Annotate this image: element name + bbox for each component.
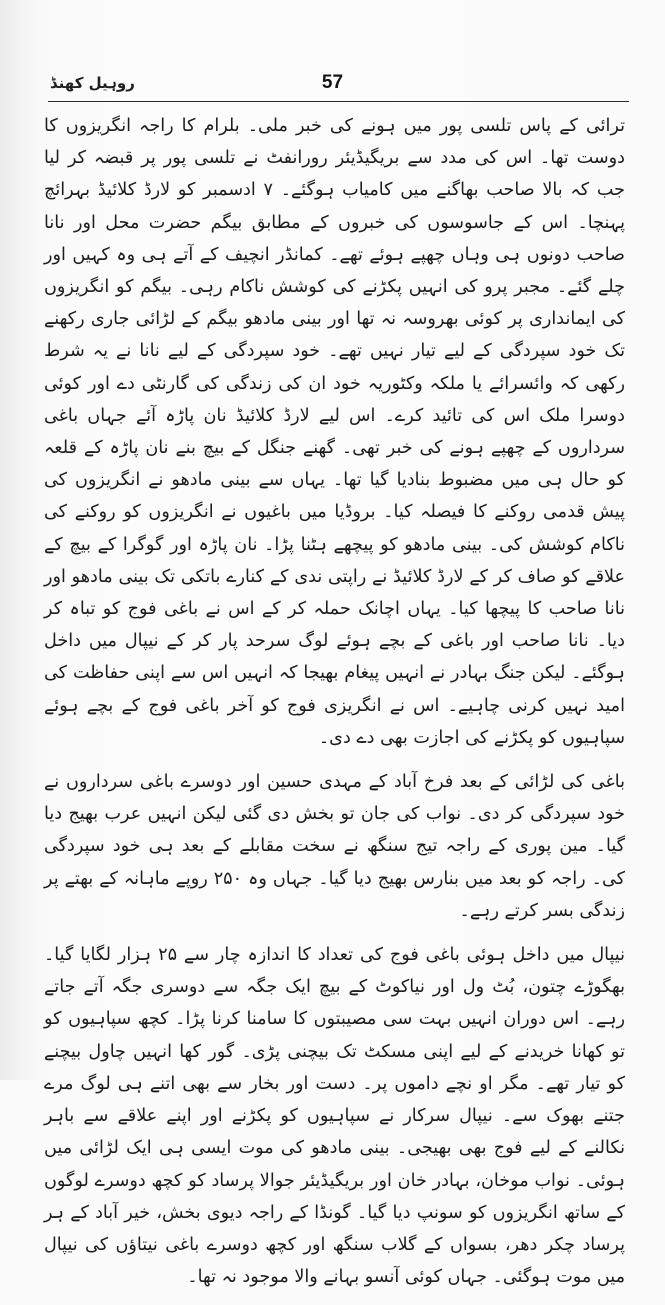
paragraph-2: باغی کی لڑائی کے بعد فرخ آباد کے مہدی حسین اور دوسرے باغی سرداروں نے خود سپردگی کر دی۔ نواب کی جان تو بخش دی گئی لیکن انہیں عرب بھیج دیا گیا۔ مین پوری کے راجہ تیج سنگھ نے سخت مقابلے کے بعد ہی خود سپردگی کی۔ راجہ کو بعد میں بنارس بھیج دیا گیا۔ جہاں وہ ۲۵۰ روپے ماہانہ کے بھتے پر زندگی بسر کرتے رہے۔ [44,772,626,921]
header-rule [48,101,629,102]
paragraph-1: ترائی کے پاس تلسی پور میں ہونے کی خبر ملی۔ بلرام کا راجہ انگریزوں کا دوست تھا۔ اس کی مدد سے بریگیڈیئر رورانفٹ نے تلسی پور پر قبضہ کر لیا جب کہ بالا صاحب بھاگنے میں کامیاب ہوگئے۔ ۷ ادسمبر کو لارڈ کلائیڈ بہرائچ پہنچا۔ اس کے جاسوسوں کی خبروں کے مطابق بیگم حضرت محل اور نانا صاحب دونوں ہی وہاں چھپے ہوئے تھے۔ کمانڈر انچیف کے آتے ہی وہ کہیں اور چلے گئے۔ مجبر پرو کی انہیں پکڑنے کی کوشش ناکام رہی۔ بیگم کو انگریزوں کی ایمانداری پر کوئی بھروسہ نہ تھا اور بینی مادھو بیگم کے لڑائی جاری رکھنے تک خود سپردگی کے لیے تیار نہیں تھے۔ خود سپردگی کے لیے نانا نے یہ شرط رکھی کہ وائسرائے یا ملکہ وکٹوریہ خود ان کی زندگی کی گارنٹی دے اور کوئی دوسرا ملک اس کی تائید کرے۔ اس لیے لارڈ کلائیڈ نان پاڑہ آئے جہاں باغی سرداروں کے چھپے ہونے کی خبر تھی۔ گھنے جنگل کے بیچ بنے نان پاڑہ کے قلعہ کو حال ہی میں مضبوط بنادیا گیا تھا۔ یہاں سے بینی مادھو نے انگریزوں کی پیش قدمی روکنے کا فیصلہ کیا۔ بروڈیا میں باغیوں نے انگریزوں کو روکنے کی ناکام کوشش کی۔ بینی مادھو کو پیچھے ہٹنا پڑا۔ نان پاڑہ اور گوگرا کے بیچ کے علاقے کو صاف کر کے لارڈ کلائیڈ نے راپتی ندی کے کنارے باتکی تک بینی مادھو اور نانا صاحب کا پیچھا کیا۔ یہاں اچانک حملہ کر کے اس نے باغی فوج کو تباہ کر دیا۔ نانا صاحب اور باغی کے بچے ہوئے لوگ سرحد پار کر کے نیپال میں داخل ہوگئے۔ لیکن جنگ بہادر نے انہیں پیغام بھیجا کہ انہیں اس سے اپنی حفاظت کی امید نہیں کرنی چاہیے۔ اس نے انگریزی فوج کو آخر باغی فوج کے بچے ہوئے سپاہیوں کو پکڑنے کی اجازت بھی دے دی۔ [44,116,625,748]
paragraph-3: نیپال میں داخل ہوئی باغی فوج کی تعداد کا اندازہ چار سے ۲۵ ہزار لگایا گیا۔ بھگوڑے چتون، بُٹ ول اور نیاکوٹ کے بیچ ایک جگہ سے دوسری جگہ آتے جاتے رہے۔ اس دوران انہیں بہت سی مصیبتوں کا سامنا کرنا پڑا۔ کچھ سپاہیوں کو تو کھانا خریدنے کے لیے اپنی مسکٹ تک بیچنی پڑی۔ گور کھا انہیں چاول بیچنے کو تیار تھے۔ مگر او نچے داموں پر۔ دست اور بخار سے بھی اتنے ہی لوگ مرے جتنے بھوک سے۔ نیپال سرکار نے سپاہیوں کو پکڑنے اور اپنے علاقے سے باہر نکالنے کے لیے فوج بھی بھیجی۔ بینی مادھو کی موت ایسی ہی ایک لڑائی میں ہوئی۔ نواب موخان، بہادر خان اور بریگیڈیئر جوالا پرساد کو کچھ دوسرے لوگوں کے ساتھ انگریزوں کو سونپ دیا گیا۔ گونڈا کے راجہ دیوی بخش، خیر آباد کے ہر پرساد چکر دھر، بسواں کے گلاب سنگھ اور کچھ دوسرے باغی نیتاؤں کی نیپال میں موت ہوگئی۔ جہاں کوئی آنسو بہانے والا موجود نہ تھا۔ [44,945,625,1288]
page-number: 57 [321,72,344,93]
body-text [44,110,625,1305]
running-title: روہیل کھنڈ [50,74,135,92]
page-header [40,70,625,100]
